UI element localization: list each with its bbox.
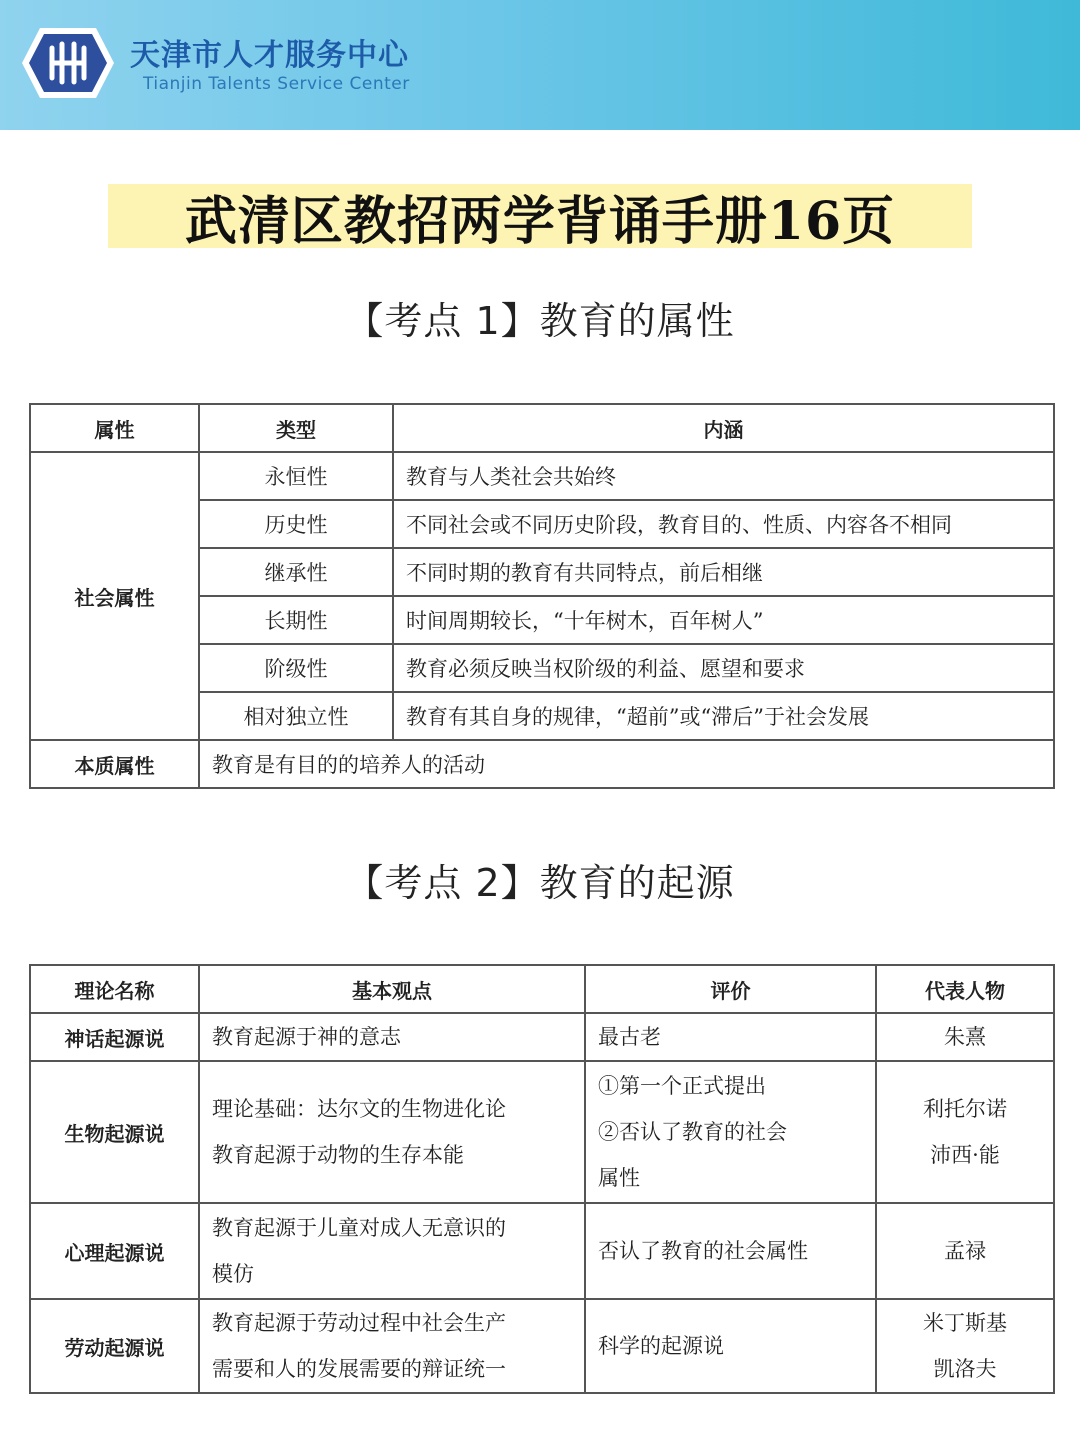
type-cell: 相对独立性 [199, 692, 393, 740]
table-row [30, 1061, 1054, 1203]
people-line: 朱熹 [944, 1025, 986, 1049]
theory-name-cell: 劳动起源说 [30, 1299, 199, 1393]
view-line: 模仿 [212, 1262, 254, 1286]
type-cell: 永恒性 [199, 452, 393, 500]
people-cell [876, 1013, 1054, 1061]
meaning-cell: 不同社会或不同历史阶段，教育目的、性质、内容各不相同 [393, 500, 1054, 548]
meaning-cell: 不同时期的教育有共同特点，前后相继 [393, 548, 1054, 596]
essence-attribute-cell: 本质属性 [30, 740, 199, 788]
tianjin-talents-logo-icon [22, 26, 114, 100]
view-line: 教育起源于劳动过程中社会生产 [212, 1311, 506, 1335]
meaning-cell: 教育与人类社会共始终 [393, 452, 1054, 500]
view-line: 教育起源于神的意志 [212, 1025, 401, 1049]
people-line: 米丁斯基 [923, 1311, 1007, 1335]
theory-name-cell: 心理起源说 [30, 1203, 199, 1299]
evaluation-cell [585, 1203, 876, 1299]
table-header-row [30, 404, 1054, 452]
evaluation-line: ②否认了教育的社会 [598, 1120, 787, 1144]
people-cell [876, 1203, 1054, 1299]
social-attribute-cell: 社会属性 [30, 452, 199, 740]
people-line: 孟禄 [944, 1239, 986, 1263]
page-title: 武清区教招两学背诵手册16页 [108, 184, 972, 248]
table-row [30, 1203, 1054, 1299]
evaluation-cell [585, 1299, 876, 1393]
table-row [30, 740, 1054, 788]
people-line: 利托尔诺 [923, 1097, 1007, 1121]
type-cell: 长期性 [199, 596, 393, 644]
meaning-cell: 时间周期较长，“十年树木，百年树人” [393, 596, 1054, 644]
table-row [30, 1013, 1054, 1061]
people-line: 沛西·能 [930, 1143, 1000, 1167]
column-header: 类型 [199, 404, 393, 452]
theory-name-cell: 生物起源说 [30, 1061, 199, 1203]
view-cell [199, 1203, 585, 1299]
theory-name-cell: 神话起源说 [30, 1013, 199, 1061]
evaluation-line: 否认了教育的社会属性 [598, 1239, 808, 1263]
evaluation-line: 最古老 [598, 1025, 661, 1049]
attributes-table [29, 403, 1055, 789]
meaning-cell: 教育有其自身的规律，“超前”或“滞后”于社会发展 [393, 692, 1054, 740]
column-header: 理论名称 [30, 965, 199, 1013]
origins-table [29, 964, 1055, 1394]
evaluation-line: ①第一个正式提出 [598, 1074, 766, 1098]
essence-meaning-cell: 教育是有目的的培养人的活动 [199, 740, 1054, 788]
view-line: 教育起源于儿童对成人无意识的 [212, 1216, 506, 1240]
evaluation-cell [585, 1013, 876, 1061]
table-header-row [30, 965, 1054, 1013]
type-cell: 历史性 [199, 500, 393, 548]
view-cell [199, 1061, 585, 1203]
header-banner [0, 0, 1080, 130]
people-cell [876, 1299, 1054, 1393]
column-header: 基本观点 [199, 965, 585, 1013]
evaluation-cell [585, 1061, 876, 1203]
table-row [30, 1299, 1054, 1393]
view-line: 需要和人的发展需要的辩证统一 [212, 1357, 506, 1381]
view-cell [199, 1013, 585, 1061]
column-header: 评价 [585, 965, 876, 1013]
type-cell: 继承性 [199, 548, 393, 596]
view-cell [199, 1299, 585, 1393]
table-row [30, 452, 1054, 500]
people-line: 凯洛夫 [933, 1357, 997, 1381]
column-header: 属性 [30, 404, 199, 452]
section-2-title: 【考点 2】教育的起源 [345, 861, 735, 905]
evaluation-line: 属性 [598, 1166, 640, 1190]
view-line: 理论基础：达尔文的生物进化论 [212, 1097, 506, 1121]
view-line: 教育起源于动物的生存本能 [212, 1143, 464, 1167]
meaning-cell: 教育必须反映当权阶级的利益、愿望和要求 [393, 644, 1054, 692]
section-1-title: 【考点 1】教育的属性 [345, 299, 735, 343]
people-cell [876, 1061, 1054, 1203]
evaluation-line: 科学的起源说 [598, 1334, 724, 1358]
column-header: 代表人物 [876, 965, 1054, 1013]
column-header: 内涵 [393, 404, 1054, 452]
type-cell: 阶级性 [199, 644, 393, 692]
org-name-en: Tianjin Talents Service Center [143, 74, 410, 94]
org-name-cn: 天津市人才服务中心 [130, 38, 409, 73]
